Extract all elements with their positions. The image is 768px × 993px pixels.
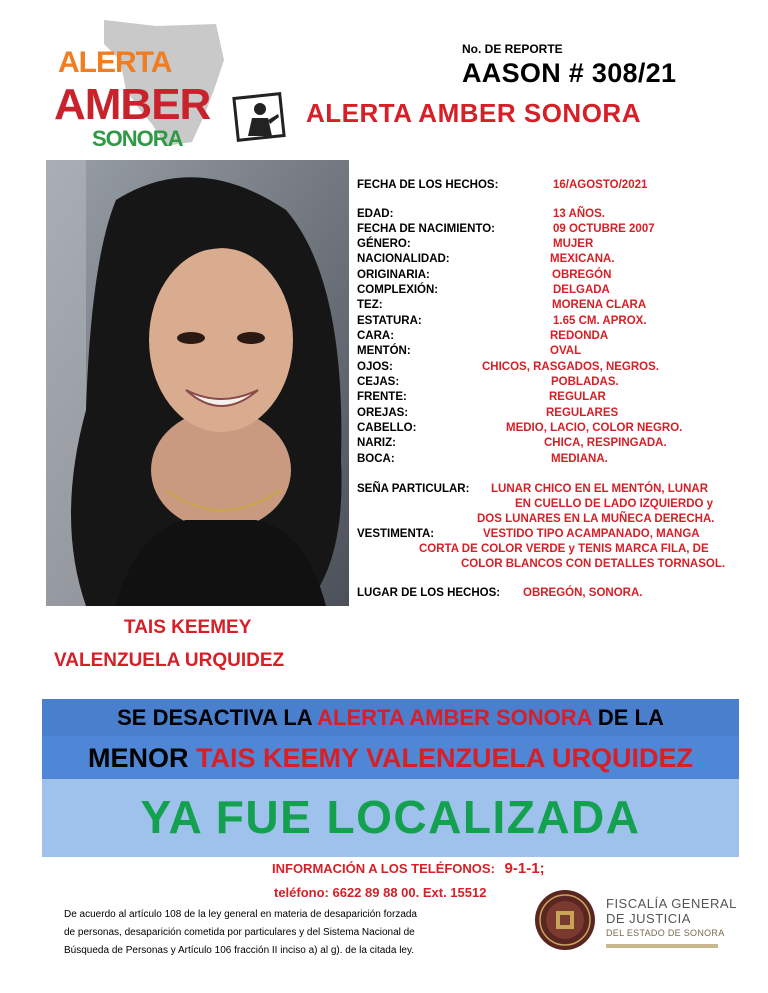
legal-text-line2: de personas, desaparición cometida por particulares y del Sistema Nacional de	[64, 927, 415, 938]
missing-person-icon	[232, 92, 288, 142]
originaria-value: OBREGÓN	[552, 269, 612, 281]
deactivation-banner-line2	[42, 736, 739, 779]
banner-text-c: DE LA	[591, 705, 664, 730]
located-text: YA FUE LOCALIZADA	[140, 791, 641, 843]
genero-value: MUJER	[553, 238, 594, 250]
deactivation-banner-line1	[42, 699, 739, 736]
edad-value: 13 AÑOS.	[553, 208, 605, 220]
complexion-value: DELGADA	[553, 284, 610, 296]
fiscalia-seal-icon	[534, 889, 596, 951]
banner-text-b: ALERTA AMBER SONORA	[317, 705, 592, 730]
orejas-value: REGULARES	[546, 407, 619, 419]
boca-value: MEDIANA.	[551, 453, 608, 465]
nariz-label: NARIZ:	[357, 437, 396, 449]
sena-particular-line3: DOS LUNARES EN LA MUÑECA DERECHA.	[477, 513, 715, 525]
complexion-label: COMPLEXIÓN:	[357, 284, 439, 296]
ojos-label: OJOS:	[357, 361, 393, 373]
contact-info-line	[272, 860, 545, 877]
nariz-value: CHICA, RESPINGADA.	[544, 437, 667, 449]
cara-value: REDONDA	[550, 330, 609, 342]
page-title: ALERTA AMBER SONORA	[306, 98, 641, 128]
logo-word-sonora: SONORA	[92, 126, 183, 151]
fiscalia-name-line3: DEL ESTADO DE SONORA	[606, 928, 725, 938]
legal-text-line1: De acuerdo al artículo 108 de la ley general en materia de desaparición forzada	[64, 909, 417, 920]
cejas-label: CEJAS:	[357, 376, 400, 388]
fiscalia-name-line2: DE JUSTICIA	[606, 911, 691, 926]
sena-particular-line2: EN CUELLO DE LADO IZQUIERDO y	[515, 498, 714, 510]
banner-text-name: TAIS KEEMY VALENZUELA URQUIDEZ	[195, 743, 694, 773]
banner-text-a: SE DESACTIVA LA	[117, 705, 318, 730]
vestimenta-line2: CORTA DE COLOR VERDE y TENIS MARCA FILA, DE	[419, 543, 709, 555]
contact-phone: teléfono: 6622 89 88 00. Ext. 15512	[274, 885, 487, 900]
report-label: No. DE REPORTE	[462, 42, 563, 56]
menton-value: OVAL	[550, 345, 582, 357]
logo-word-amber: AMBER	[54, 80, 211, 129]
vestimenta-line1: VESTIDO TIPO ACAMPANADO, MANGA	[483, 528, 700, 540]
report-number: AASON # 308/21	[462, 58, 677, 88]
banner-text-menor: MENOR	[87, 743, 196, 773]
frente-label: FRENTE:	[357, 391, 407, 403]
cejas-value: POBLADAS.	[551, 376, 619, 388]
orejas-label: OREJAS:	[357, 407, 409, 419]
estatura-label: ESTATURA:	[357, 315, 422, 327]
lugar-hechos-value: OBREGÓN, SONORA.	[523, 587, 643, 599]
estatura-value: 1.65 CM. APROX.	[553, 315, 647, 327]
fiscalia-divider	[606, 944, 718, 948]
fiscalia-name-line1: FISCALÍA GENERAL	[606, 896, 737, 911]
vestimenta-line3: COLOR BLANCOS CON DETALLES TORNASOL.	[461, 558, 726, 570]
person-name-line1: TAIS KEEMEY	[124, 617, 252, 638]
contact-info-label: INFORMACIÓN A LOS TELÉFONOS:	[272, 861, 495, 876]
sena-particular-label: SEÑA PARTICULAR:	[357, 483, 470, 495]
menton-label: MENTÓN:	[357, 345, 411, 357]
tez-label: TEZ:	[357, 299, 383, 311]
missing-person-photo	[46, 160, 349, 606]
sena-particular-line1: LUNAR CHICO EN EL MENTÓN, LUNAR	[491, 483, 709, 495]
genero-label: GÉNERO:	[357, 238, 411, 250]
legal-text-line3: Búsqueda de Personas y Artículo 106 fracción II inciso a) al g). de la citada ley.	[64, 945, 415, 956]
portrait-illustration	[46, 160, 349, 606]
fecha-hechos-value: 16/AGOSTO/2021	[553, 179, 648, 191]
located-banner	[42, 779, 739, 857]
edad-label: EDAD:	[357, 208, 394, 220]
lugar-hechos-label: LUGAR DE LOS HECHOS:	[357, 587, 501, 599]
ojos-value: CHICOS, RASGADOS, NEGROS.	[482, 361, 659, 373]
logo-word-alerta: ALERTA	[58, 46, 172, 79]
tez-value: MORENA CLARA	[552, 299, 647, 311]
fecha-nacimiento-value: 09 OCTUBRE 2007	[553, 223, 655, 235]
nacionalidad-value: MEXICANA.	[550, 253, 615, 265]
originaria-label: ORIGINARIA:	[357, 269, 430, 281]
cabello-value: MEDIO, LACIO, COLOR NEGRO.	[506, 422, 683, 434]
cara-label: CARA:	[357, 330, 395, 342]
alerta-amber-logo	[52, 18, 230, 150]
fecha-nacimiento-label: FECHA DE NACIMIENTO:	[357, 223, 495, 235]
frente-value: REGULAR	[549, 391, 606, 403]
cabello-label: CABELLO:	[357, 422, 417, 434]
person-name-line2: VALENZUELA URQUIDEZ	[54, 650, 285, 671]
nacionalidad-label: NACIONALIDAD:	[357, 253, 450, 265]
boca-label: BOCA:	[357, 453, 395, 465]
vestimenta-label: VESTIMENTA:	[357, 528, 435, 540]
fecha-hechos-label: FECHA DE LOS HECHOS:	[357, 179, 499, 191]
emergency-number: 9-1-1;	[504, 860, 545, 877]
